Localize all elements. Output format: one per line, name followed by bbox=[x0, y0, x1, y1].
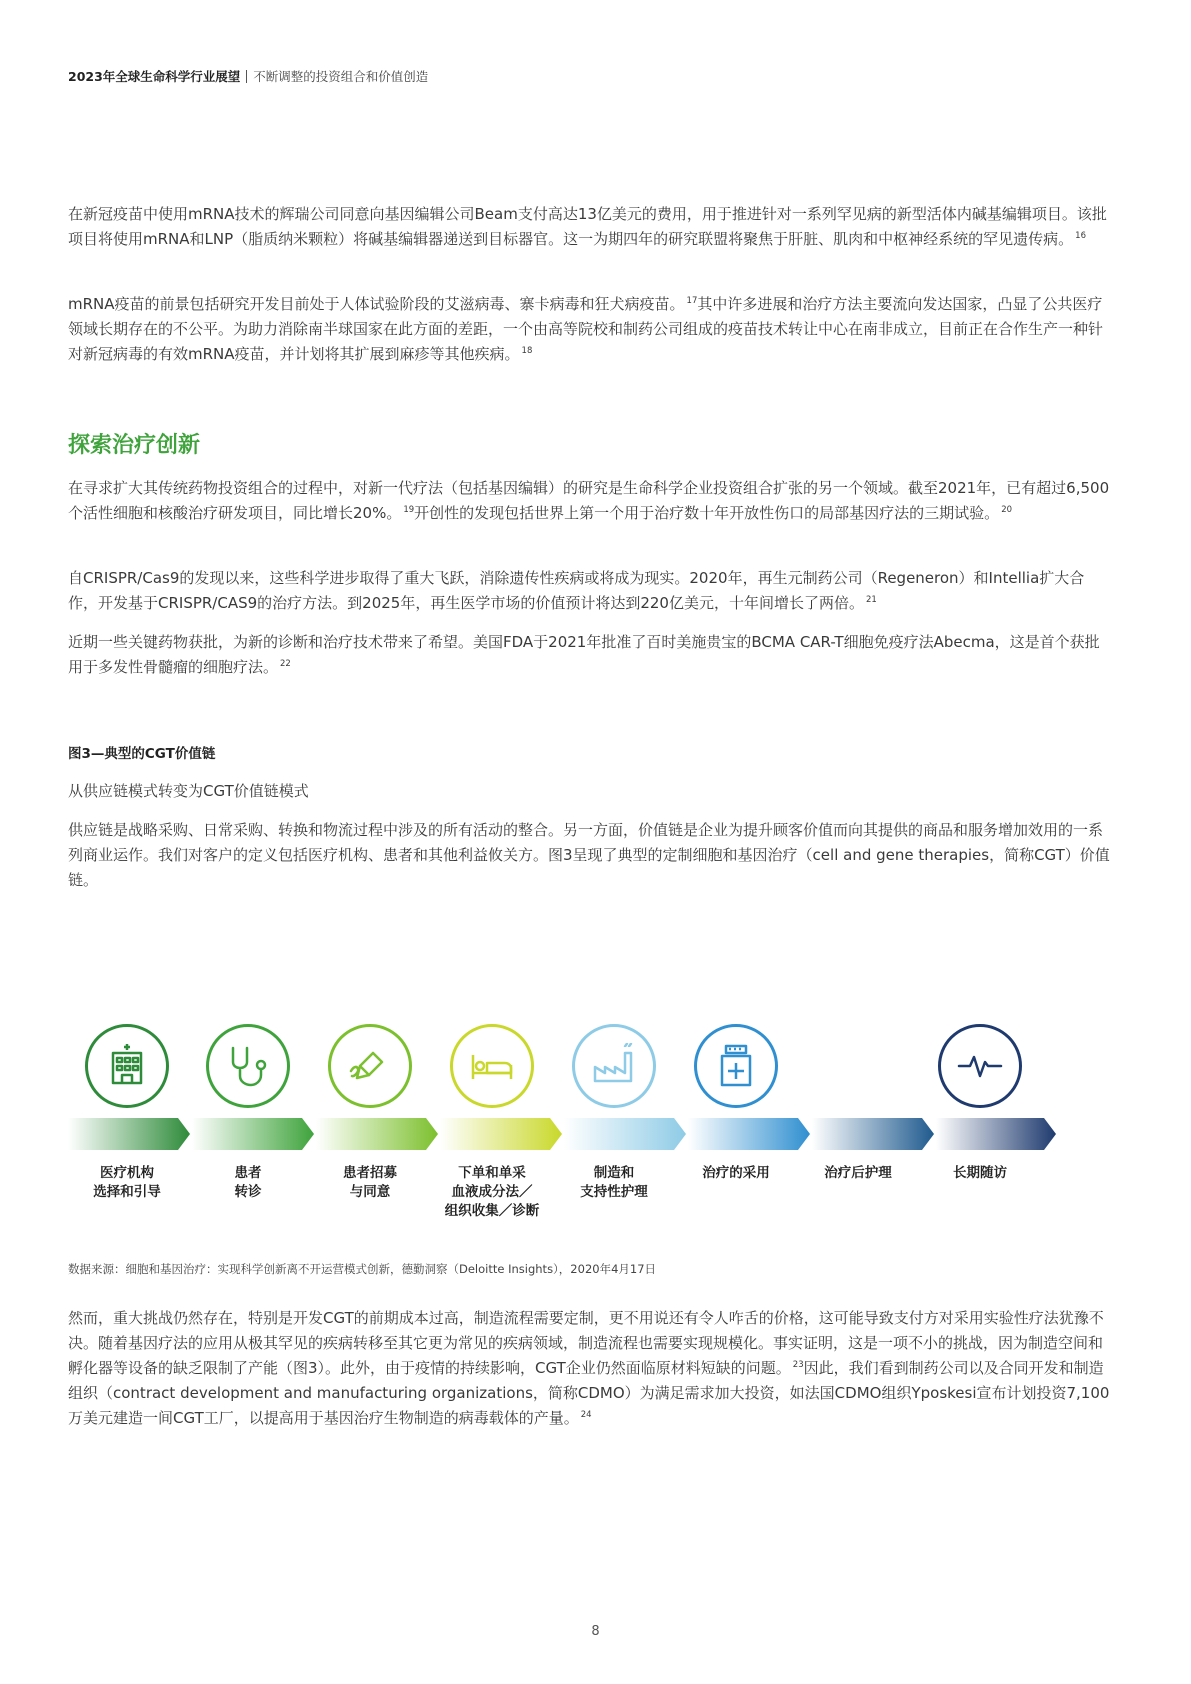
chevron-arrow bbox=[688, 1118, 810, 1150]
hospital-bed-icon bbox=[450, 1024, 534, 1108]
factory-icon bbox=[572, 1024, 656, 1108]
chevron-arrow bbox=[936, 1118, 1056, 1150]
paragraph-therapy-innovation: 在寻求扩大其传统药物投资组合的过程中，对新一代疗法（包括基因编辑）的研究是生命科学企业投资组合扩张的另一个领域。截至2021年，已有超过6,500个活性细胞和核酸治疗研发项目，同比增长20%。 $^{19}$开创性的发现包括世界上第一个用于治疗数十年开放性伤口的局部基因疗法的三期试验。 $^{20}$ bbox=[68, 479, 1110, 522]
footnote-ref[interactable]: 19 bbox=[403, 505, 415, 515]
footnote-ref[interactable]: 21 bbox=[865, 595, 877, 605]
report-subtitle: 不断调整的投资组合和价值创造 bbox=[253, 69, 429, 84]
section-heading: 探索治疗创新 bbox=[68, 433, 201, 458]
heartbeat-icon bbox=[938, 1024, 1022, 1108]
report-title: 2023年全球生命科学行业展望 bbox=[68, 69, 241, 84]
footnote-ref[interactable]: 24 bbox=[580, 1410, 592, 1420]
figure-source: 数据来源：细胞和基因治疗：实现科学创新离不开运营模式创新，德勤洞察（Deloitte Insights），2020年4月17日 bbox=[68, 1262, 657, 1276]
figure-subtitle: 从供应链模式转变为CGT价值链模式 bbox=[68, 782, 309, 800]
value-chain-arrows bbox=[68, 1118, 1056, 1150]
paragraph-mrna-prospects: mRNA疫苗的前景包括研究开发目前处于人体试验阶段的艾滋病毒、寨卡病毒和狂犬病疫苗。 $^{17}$其中许多进展和治疗方法主要流向发达国家，凸显了公共医疗领域长期存在的不公平。为助力消除南半球国家在此方面的差距，一个由高等院校和制药公司组成的疫苗技术转让中心在南非成立，目前正在合作生产一种针对新冠病毒的有效mRNA疫苗，并计划将其扩展到麻疹等其他疾病。 $^{18}$ bbox=[68, 295, 1104, 363]
footnote-ref[interactable]: 23 bbox=[792, 1360, 804, 1370]
stethoscope-icon bbox=[206, 1024, 290, 1108]
medicine-bottle-icon bbox=[694, 1024, 778, 1108]
paragraph-pfizer-beam: 在新冠疫苗中使用mRNA技术的辉瑞公司同意向基因编辑公司Beam支付高达13亿美元的费用，用于推进针对一系列罕见病的新型活体内碱基编辑项目。该批项目将使用mRNA和LNP（脂质纳米颗粒）将碱基编辑器递送到目标器官。这一为期四年的研究联盟将聚焦于肝脏、肌肉和中枢神经系统的罕见遗传病。 $^{16}$ bbox=[68, 205, 1107, 248]
footnote-ref[interactable]: 20 bbox=[1001, 505, 1013, 515]
chevron-arrow bbox=[68, 1118, 190, 1150]
hospital-icon bbox=[85, 1024, 169, 1108]
paragraph-crispr: 自CRISPR/Cas9的发现以来，这些科学进步取得了重大飞跃，消除遗传性疾病或将成为现实。2020年，再生元制药公司（Regeneron）和Intellia扩大合作，开发基于CRISPR/CAS9的治疗方法。到2025年，再生医学市场的价值预计将达到220亿美元，十年间增长了两倍。 $^{21}$ bbox=[68, 569, 1085, 612]
step-label: 医疗机构 选择和引导 bbox=[93, 1165, 161, 1200]
header-divider bbox=[246, 70, 247, 83]
step-label: 下单和单采 血液成分法／ 组织收集／诊断 bbox=[444, 1165, 540, 1219]
step-label: 患者招募 与同意 bbox=[343, 1165, 397, 1200]
figure-description: 供应链是战略采购、日常采购、转换和物流过程中涉及的所有活动的整合。另一方面，价值链是企业为提升顾客价值而向其提供的商品和服务增加效用的一系列商业运作。我们对客户的定义包括医疗机构、患者和其他利益攸关方。图3呈现了典型的定制细胞和基因治疗（cell and gene therapies，简称CGT）价值链。 bbox=[68, 821, 1110, 889]
footnote-ref[interactable]: 22 bbox=[280, 659, 291, 669]
step-label: 制造和 支持性护理 bbox=[580, 1165, 648, 1200]
step-label: 治疗的采用 bbox=[702, 1165, 770, 1181]
page-header bbox=[68, 67, 428, 85]
step-label: 治疗后护理 bbox=[824, 1165, 892, 1181]
chevron-arrow bbox=[440, 1118, 562, 1150]
footnote-ref[interactable]: 17 bbox=[686, 296, 698, 306]
chevron-arrow bbox=[192, 1118, 314, 1150]
page-number: 8 bbox=[591, 1624, 600, 1639]
footnote-ref[interactable]: 18 bbox=[521, 346, 533, 356]
chevron-arrow bbox=[564, 1118, 686, 1150]
footnote-ref[interactable]: 16 bbox=[1075, 231, 1086, 241]
paragraph-challenges: 然而，重大挑战仍然存在，特别是开发CGT的前期成本过高，制造流程需要定制，更不用说还有令人咋舌的价格，这可能导致支付方对采用实验性疗法犹豫不决。随着基因疗法的应用从极其罕见的疾病转移至其它更为常见的疾病领域，制造流程也需要实现规模化。事实证明，这是一项不小的挑战，因为制造空间和孵化器等设备的缺乏限制了产能（图3）。此外，由于疫情的持续影响，CGT企业仍然面临原材料短缺的问题。 $^{23}$因此，我们看到制药公司以及合同开发和制造组织（contract development and manufacturing organizations，简称CDMO）为满足需求加大投资，如法国CDMO组织Yposkesi宣布计划投资7,100万美元建造一间CGT工厂，以提高用于基因治疗生物制造的病毒载体的产量。 $^{24}$ bbox=[68, 1309, 1110, 1427]
chevron-arrow bbox=[316, 1118, 438, 1150]
step-label: 长期随访 bbox=[953, 1165, 1007, 1181]
signature-pen-icon bbox=[328, 1024, 412, 1108]
chevron-arrow bbox=[812, 1118, 934, 1150]
paragraph-approvals: 近期一些关键药物获批，为新的诊断和治疗技术带来了希望。美国FDA于2021年批准了百时美施贵宝的BCMA CAR-T细胞免疫疗法Abecma，这是首个获批用于多发性骨髓瘤的细胞疗法。 $^{22}$ bbox=[68, 633, 1100, 676]
step-label: 患者 转诊 bbox=[234, 1165, 262, 1200]
figure-title: 图3—典型的CGT价值链 bbox=[68, 746, 216, 762]
